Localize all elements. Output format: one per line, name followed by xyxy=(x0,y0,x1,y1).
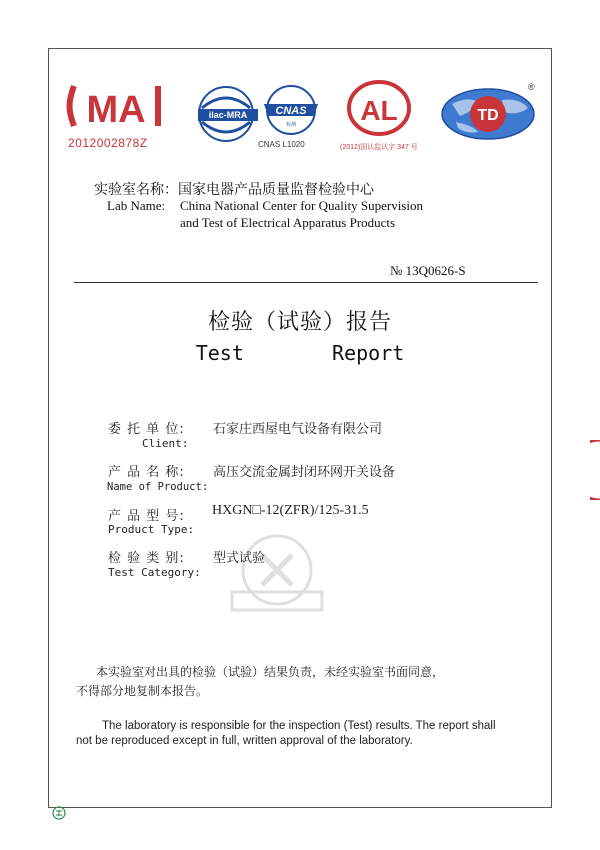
notice-en-line2: not be reproduced except in full, written approval of the laboratory. xyxy=(76,735,413,747)
cnas-caption: 检测 xyxy=(285,122,297,128)
test-category-label-en: Test Category: xyxy=(108,566,201,579)
product-name-label-cn: 产 品 名 称: xyxy=(108,465,185,480)
lab-name-cn xyxy=(94,179,374,199)
client-label-cn: 委 托 单 位: xyxy=(108,422,185,437)
notice-cn-line1: 本实验室对出具的检验（试验）结果负责，未经实验室书面同意， xyxy=(96,665,445,679)
lab-name-label-en: Lab Name: xyxy=(107,198,166,213)
lab-name-en-line1: China National Center for Quality Supervision xyxy=(180,198,423,213)
client-value: 石家庄西屋电气设备有限公司 xyxy=(213,422,383,437)
lab-name-label-cn: 实验室名称： xyxy=(94,182,178,198)
notice-cn-line2: 不得部分地复制本报告。 xyxy=(76,684,209,698)
test-category-label-cn: 检 验 类 别: xyxy=(108,551,185,566)
divider xyxy=(74,282,538,283)
report-title-cn: 检验（试验）报告 xyxy=(207,310,392,335)
cal-logo-icon xyxy=(344,80,414,140)
lab-name-en-line2: and Test of Electrical Apparatus Products xyxy=(180,215,396,230)
product-name-label-en: Name of Product: xyxy=(107,481,209,493)
report-number: № 13Q0626-S xyxy=(390,263,466,278)
product-type-label-cn: 产 品 型 号: xyxy=(108,509,185,524)
registered-mark: ® xyxy=(528,82,535,92)
lab-name-value-cn: 国家电器产品质量监督检验中心 xyxy=(178,182,374,198)
seal-mark-icon xyxy=(52,806,66,820)
cnas-code: CNAS L1020 xyxy=(258,140,305,149)
cnas-logo-text: CNAS xyxy=(275,105,307,117)
faint-stamp-icon xyxy=(222,530,332,620)
report-title-en: Test Report xyxy=(195,341,405,365)
test-category-value: 型式试验 xyxy=(213,551,266,566)
notice-en-line1: The laboratory is responsible for the inspection (Test) results. The report shall xyxy=(102,720,496,732)
product-name-value: 高压交流金属封闭环网开关设备 xyxy=(213,465,396,480)
cnas-logo-icon xyxy=(256,84,326,136)
globe-logo-text: TD xyxy=(477,107,499,124)
cma-logo-icon xyxy=(66,80,166,132)
cal-code: (2012)国认监认字 347 号 xyxy=(340,144,418,151)
ilac-logo-text: ilac-MRA xyxy=(208,110,248,120)
product-type-label-en: Product Type: xyxy=(108,523,195,536)
edge-stamp-icon xyxy=(590,440,600,500)
client-label-en: Client: xyxy=(142,437,189,450)
cma-certificate-number: 2012002878Z xyxy=(68,136,148,150)
product-type-value: HXGN□-12(ZFR)/125-31.5 xyxy=(212,503,369,518)
ilac-mra-logo-icon xyxy=(196,84,264,144)
cma-logo-text: MA xyxy=(86,89,146,131)
cal-logo-text: AL xyxy=(360,95,398,126)
globe-logo-icon xyxy=(438,86,538,142)
